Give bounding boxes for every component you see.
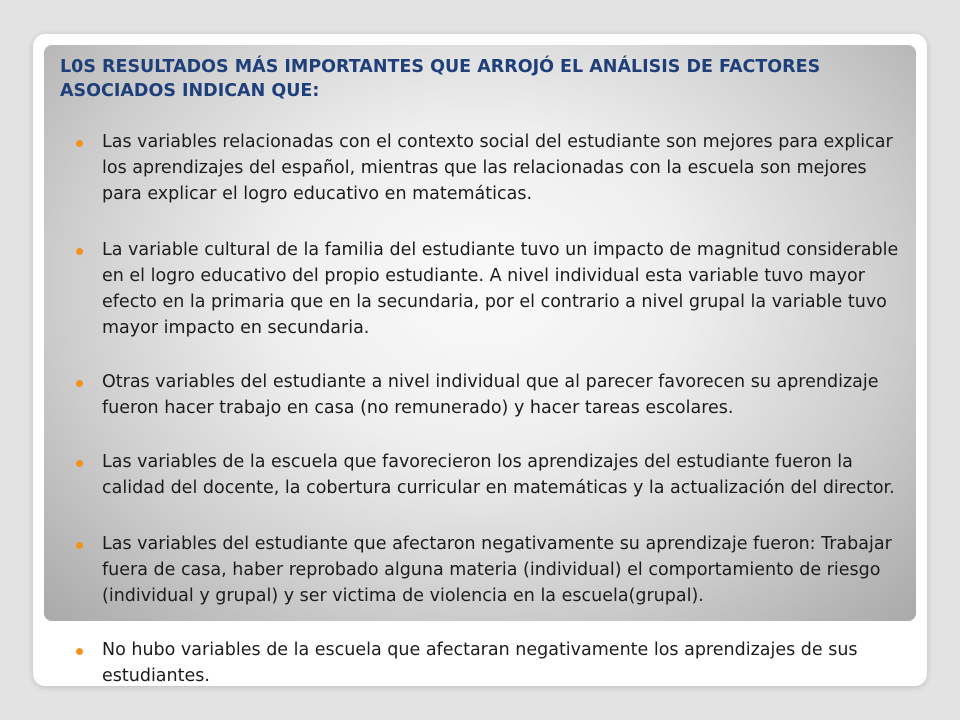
bullet-dot-icon	[76, 140, 83, 147]
bullet-item	[70, 637, 910, 689]
bullet-text: Las variables de la escuela que favorecieron los aprendizajes del estudiante fueron la calidad del docente, la cobertura curricular en matemáticas y la actualización del director.	[102, 452, 895, 498]
bullet-text: Las variables relacionadas con el contexto social del estudiante son mejores para explicar los aprendizajes del español, mientras que las relacionadas con la escuela son mejores para explicar el logro educativo en matemáticas.	[102, 132, 893, 204]
bullet-item	[70, 531, 910, 609]
bullet-text: No hubo variables de la escuela que afectaran negativamente los aprendizajes de sus estudiantes.	[102, 640, 858, 686]
bullet-item	[70, 449, 910, 501]
bullet-text: La variable cultural de la familia del estudiante tuvo un impacto de magnitud considerable en el logro educativo del propio estudiante. A nivel individual esta variable tuvo mayor efecto en la primaria que en la secundaria, por el contrario a nivel grupal la variable tuvo mayor impacto en secundaria.	[102, 240, 899, 338]
bullet-dot-icon	[76, 380, 83, 387]
bullet-dot-icon	[76, 648, 83, 655]
bullet-item	[70, 237, 910, 341]
bullet-item	[70, 129, 910, 207]
bullet-item	[70, 369, 910, 421]
bullet-text: Otras variables del estudiante a nivel individual que al parecer favorecen su aprendizaje fueron hacer trabajo en casa (no remunerado) y hacer tareas escolares.	[102, 372, 879, 418]
bullet-dot-icon	[76, 460, 83, 467]
bullet-dot-icon	[76, 542, 83, 549]
slide-title: L0S RESULTADOS MÁS IMPORTANTES QUE ARROJÓ EL ANÁLISIS DE FACTORES ASOCIADOS INDICAN QUE:	[60, 57, 821, 101]
bullet-dot-icon	[76, 248, 83, 255]
bullet-text: Las variables del estudiante que afectaron negativamente su aprendizaje fueron: Trabajar fuera de casa, haber reprobado alguna materia (individual) el comportamiento de riesgo (individual y grupal) y ser victima de violencia en la escuela(grupal).	[102, 534, 892, 606]
